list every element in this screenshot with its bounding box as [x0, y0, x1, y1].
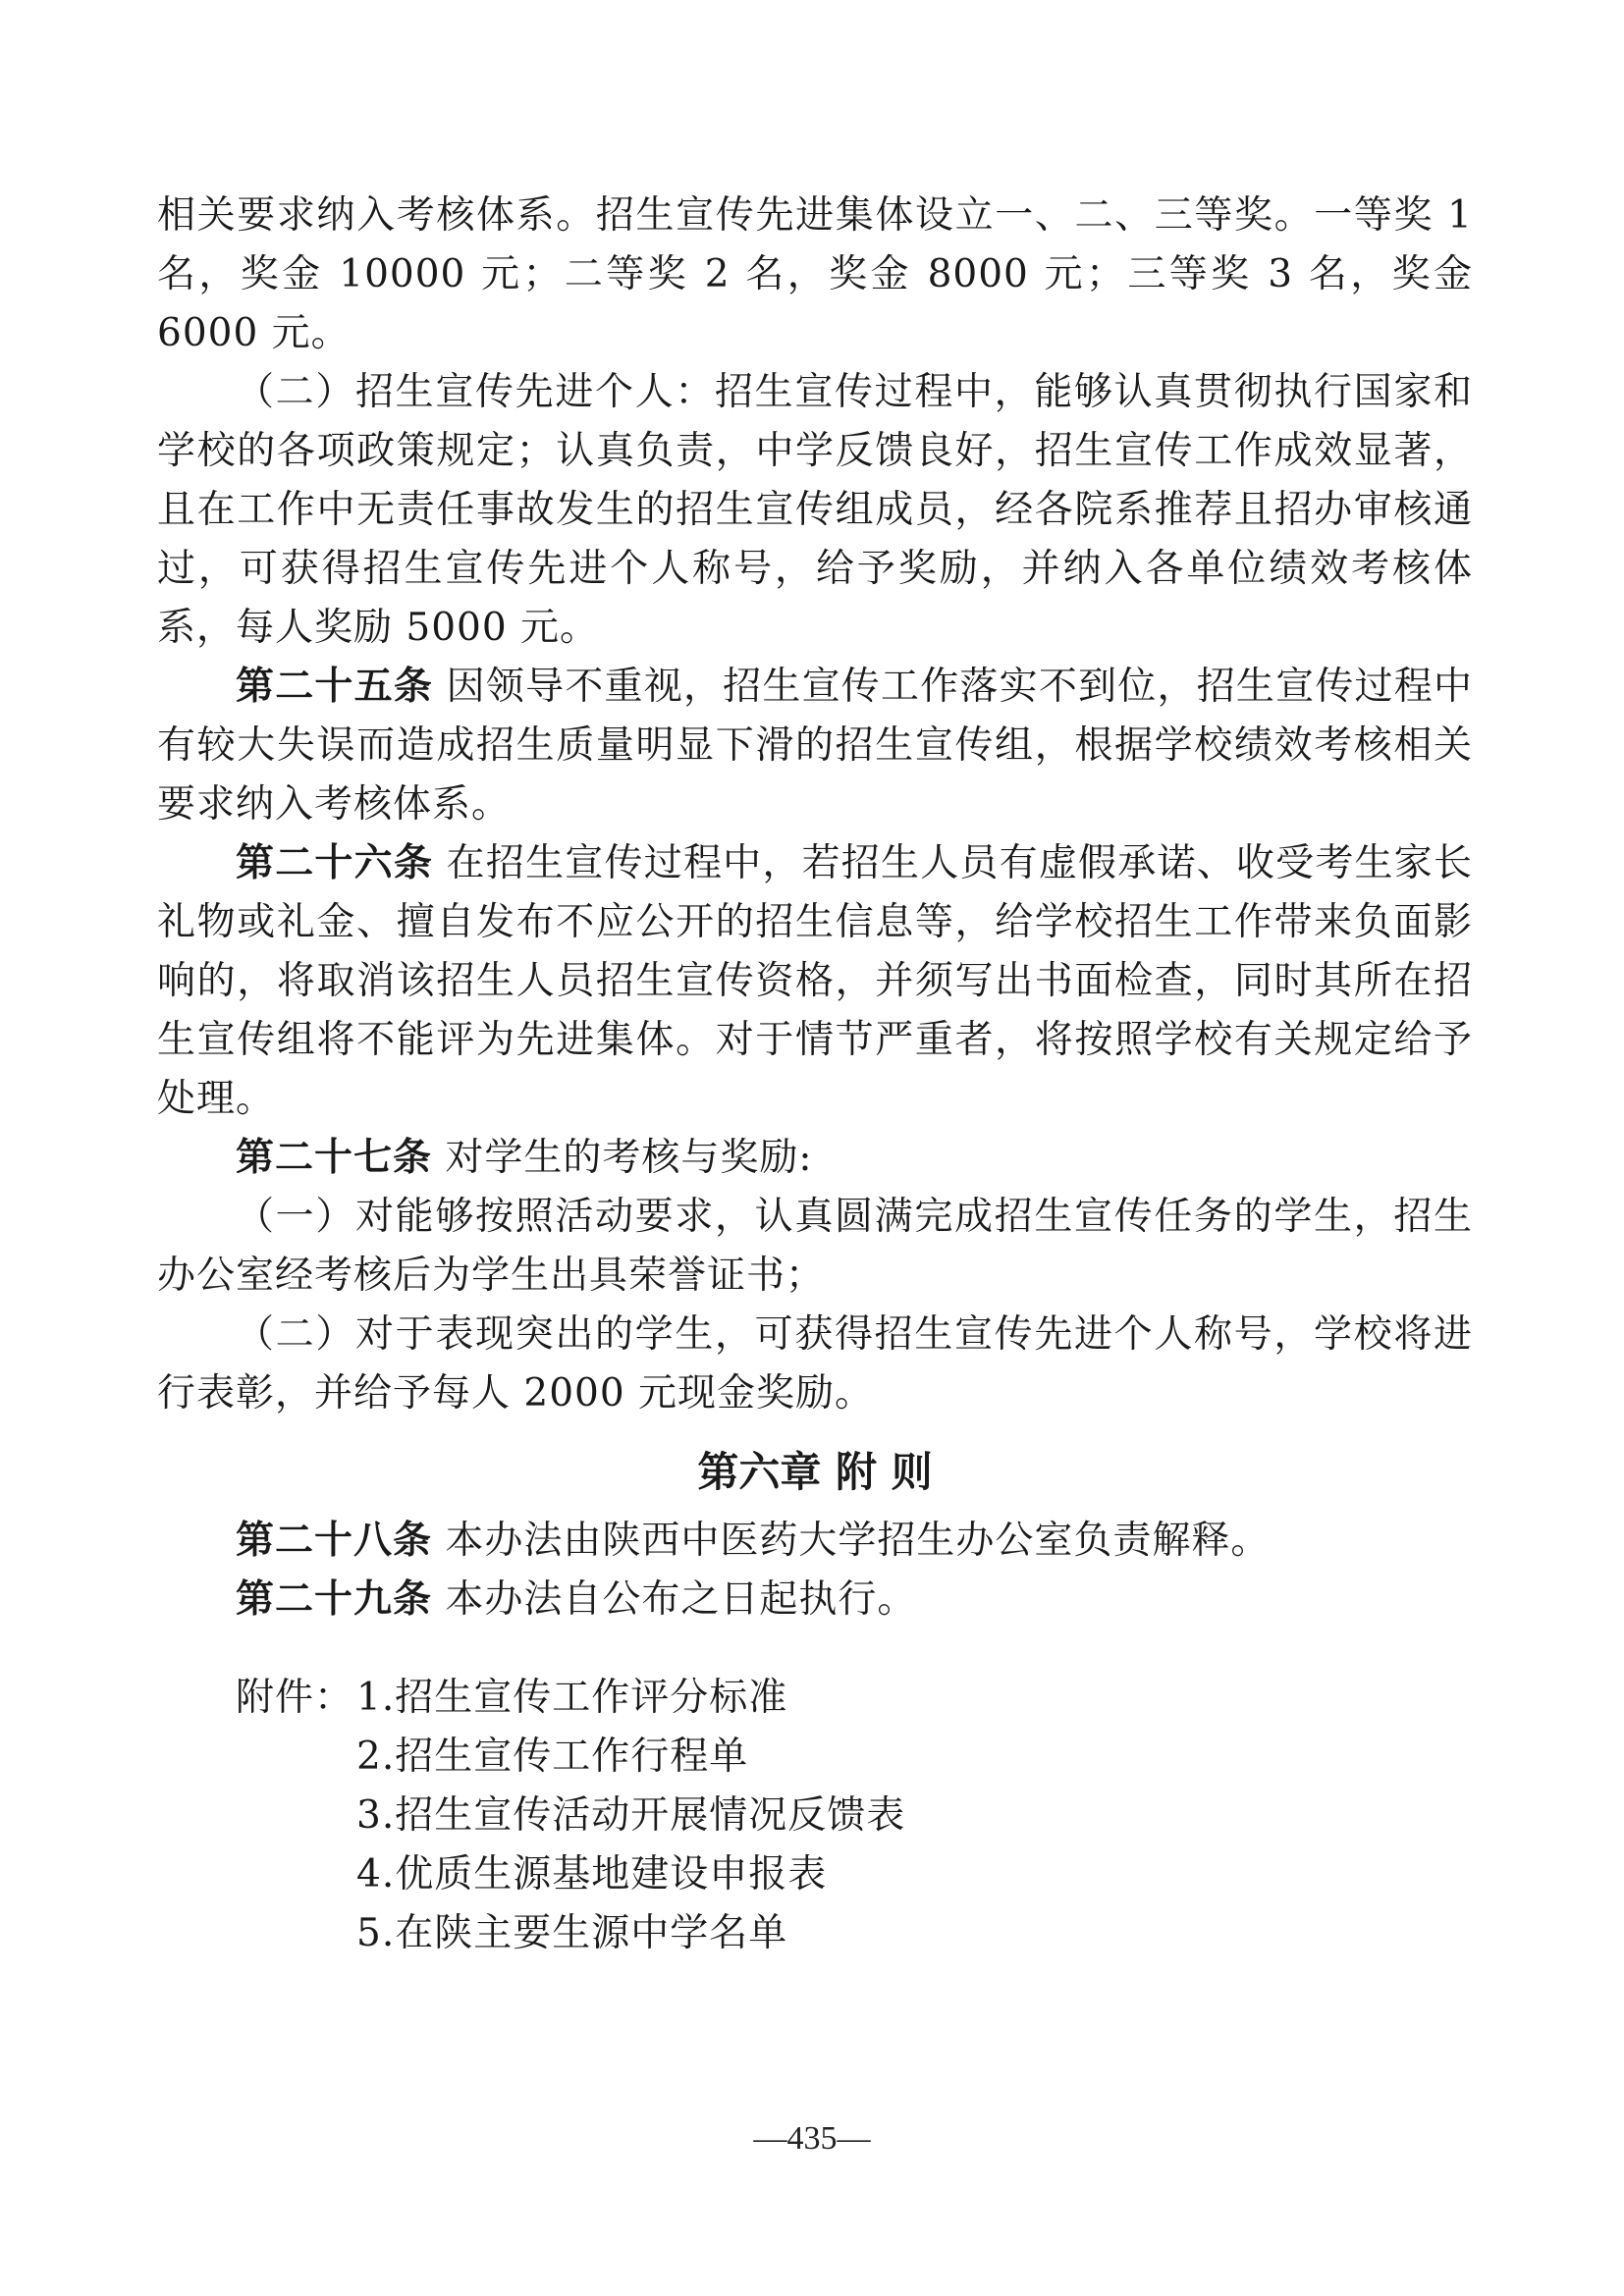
paragraph-1 [157, 187, 1473, 363]
attachment-row-2 [157, 1728, 1473, 1787]
attachment-item: 1.招生宣传工作评分标准 [356, 1676, 788, 1720]
article-27 [157, 1129, 1473, 1188]
attachments-label: 附件： [236, 1676, 354, 1720]
article-27-item-1 [157, 1188, 1473, 1306]
article-25-heading: 第二十五条 [236, 665, 434, 709]
attachment-row-5 [157, 1904, 1473, 1963]
body-text [157, 187, 1473, 1963]
chapter-title: 第六章 附 则 [697, 1448, 933, 1496]
attachment-row-3 [157, 1787, 1473, 1845]
article-28-heading: 第二十八条 [236, 1519, 433, 1563]
article-28 [157, 1512, 1473, 1571]
article-29 [157, 1571, 1473, 1629]
article-28-text: 本办法由陕西中医药大学招生办公室负责解释。 [445, 1519, 1271, 1563]
page-number: —435— [753, 2120, 871, 2157]
attachment-row-1 [157, 1669, 1473, 1728]
paragraph-2 [157, 363, 1473, 658]
article-27-heading: 第二十七条 [236, 1136, 433, 1180]
paragraph-1-text: 相关要求纳入考核体系。招生宣传先进集体设立一、二、三等奖。一等奖 1 名，奖金 10000 元；二等奖 2 名，奖金 8000 元；三等奖 3 名，奖金 6000 元。 [157, 193, 1473, 355]
attachment-item: 2.招生宣传工作行程单 [356, 1735, 749, 1779]
article-26-text: 在招生宣传过程中，若招生人员有虚假承诺、收受考生家长礼物或礼金、擅自发布不应公开的招生信息等，给学校招生工作带来负面影响的，将取消该招生人员招生宣传资格，并须写出书面检查，同时其所在招生宣传组将不能评为先进集体。对于情节严重者，将按照学校有关规定给予处理。 [157, 841, 1473, 1121]
article-27-text: 对学生的考核与奖励: [445, 1136, 813, 1180]
article-27-item-2 [157, 1306, 1473, 1423]
article-25-text: 因领导不重视，招生宣传工作落实不到位，招生宣传过程中有较大失误而造成招生质量明显下滑的招生宣传组，根据学校绩效考核相关要求纳入考核体系。 [157, 665, 1473, 827]
article-27-item-1-text: （一）对能够按照活动要求，认真圆满完成招生宣传任务的学生，招生办公室经考核后为学生出具荣誉证书； [157, 1195, 1473, 1298]
article-26-heading: 第二十六条 [236, 841, 434, 885]
article-26 [157, 834, 1473, 1129]
article-29-text: 本办法自公布之日起执行。 [445, 1577, 917, 1622]
article-27-item-2-text: （二）对于表现突出的学生，可获得招生宣传先进个人称号，学校将进行表彰，并给予每人 2000 元现金奖励。 [157, 1312, 1473, 1415]
attachment-row-4 [157, 1845, 1473, 1904]
article-25 [157, 658, 1473, 834]
attachment-item: 3.招生宣传活动开展情况反馈表 [356, 1793, 906, 1838]
article-29-heading: 第二十九条 [236, 1577, 433, 1622]
attachment-item: 5.在陕主要生源中学名单 [356, 1911, 788, 1955]
paragraph-2-text: （二）招生宣传先进个人：招生宣传过程中，能够认真贯彻执行国家和学校的各项政策规定；认真负责，中学反馈良好，招生宣传工作成效显著，且在工作中无责任事故发生的招生宣传组成员，经各院系推荐且招办审核通过，可获得招生宣传先进个人称号，给予奖励，并纳入各单位绩效考核体系，每人奖励 5000 元。 [157, 370, 1473, 650]
attachment-item: 4.优质生源基地建设申报表 [356, 1852, 828, 1896]
attachments-list [157, 1669, 1473, 1963]
